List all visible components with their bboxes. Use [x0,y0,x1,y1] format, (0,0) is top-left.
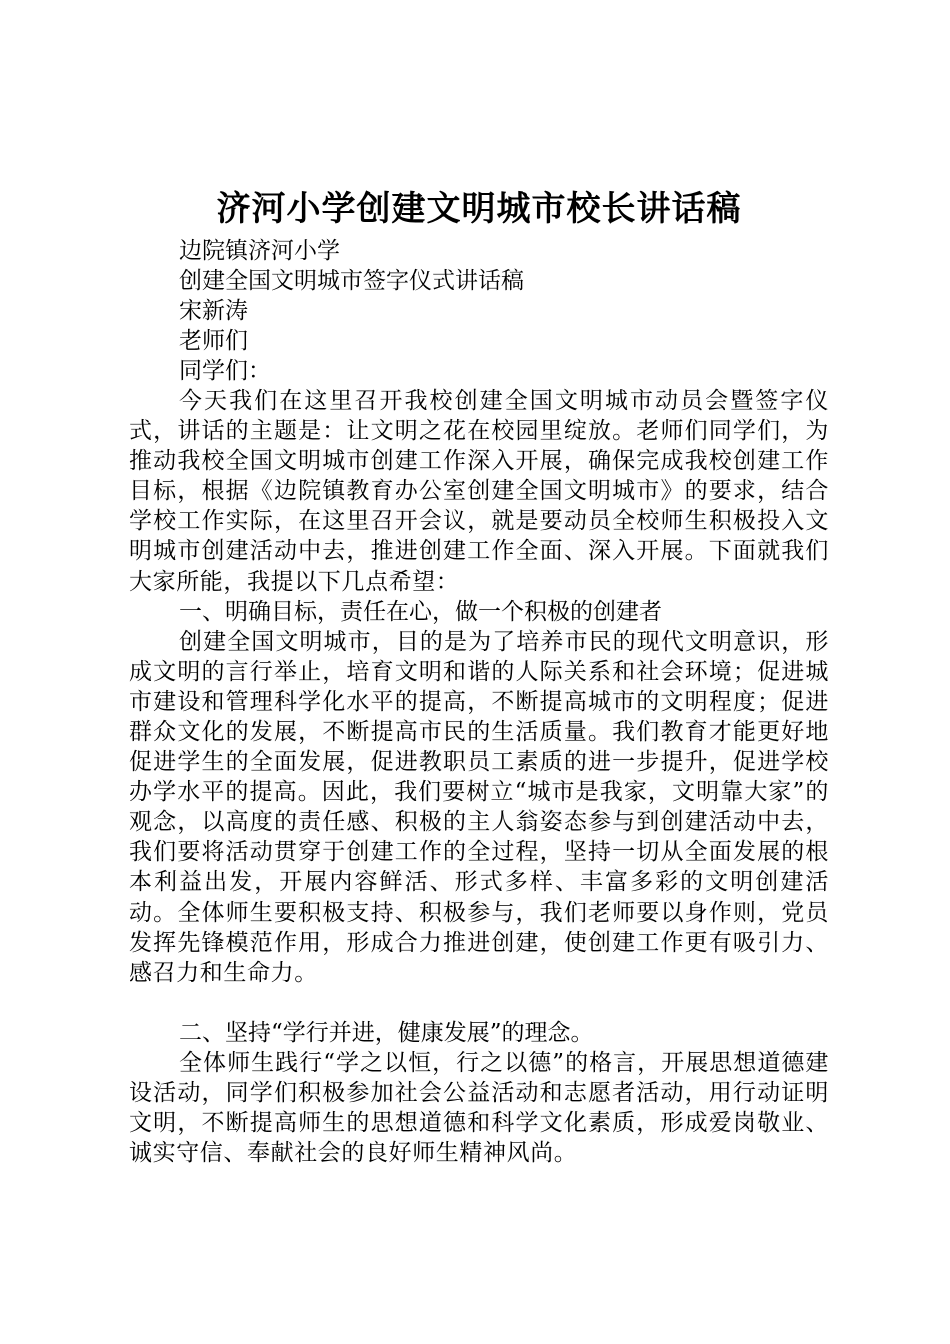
salutation-students: 同学们： [179,358,271,384]
section-heading-1: 一、明确目标，责任在心，做一个积极的创建者 [179,598,662,625]
section-1-paragraph: 创建全国文明城市，目的是为了培养市民的现代文明意识，形成文明的言行举止，培育文明和谐的人际关系和社会环境；促进城市建设和管理科学化水平的提高，不断提高城市的文明程度；促进群众文化的发展，不断提高市民的生活质量。我们教育才能更好地促进学生的全面发展，促进教职员工素质的进一步提升，促进学校办学水平的提高。因此，我们要树立“城市是我家，文明靠大家”的观念，以高度的责任感、积极的主人翁姿态参与到创建活动中去，我们要将活动贯穿于创建工作的全过程，坚持一切从全面发展的根本利益出发，开展内容鲜活、形式多样、丰富多彩的文明创建活动。全体师生要积极支持、积极参与，我们老师要以身作则，党员发挥先锋模范作用，形成合力推进创建，使创建工作更有吸引力、感召力和生命力。 [129,628,829,986]
section-2-paragraph: 全体师生践行“学之以恒，行之以德”的格言，开展思想道德建设活动，同学们积极参加社会公益活动和志愿者活动，用行动证明文明，不断提高师生的思想道德和科学文化素质，形成爱岗敬业、诚实守信、奉献社会的良好师生精神风尚。 [129,1049,829,1167]
document-title: 济河小学创建文明城市校长讲话稿 [216,189,742,229]
speech-subtitle-line: 创建全国文明城市签字仪式讲话稿 [179,268,524,294]
speaker-name-line: 宋新涛 [179,298,248,324]
opening-paragraph: 今天我们在这里召开我校创建全国文明城市动员会暨签字仪式，讲话的主题是：让文明之花在校园里绽放。老师们同学们，为推动我校全国文明城市创建工作深入开展，确保完成我校创建工作目标，根据《边院镇教育办公室创建全国文明城市》的要求，结合学校工作实际，在这里召开会议，就是要动员全校师生积极投入文明城市创建活动中去，推进创建工作全面、深入开展。下面就我们大家所能，我提以下几点希望： [129,388,829,595]
document-page [129,186,829,1168]
section-heading-2: 二、坚持“学行并进，健康发展”的理念。 [179,1019,594,1046]
school-name-line: 边院镇济河小学 [179,238,340,264]
salutation-teachers: 老师们 [179,328,248,354]
paragraph-gap [129,988,829,1018]
